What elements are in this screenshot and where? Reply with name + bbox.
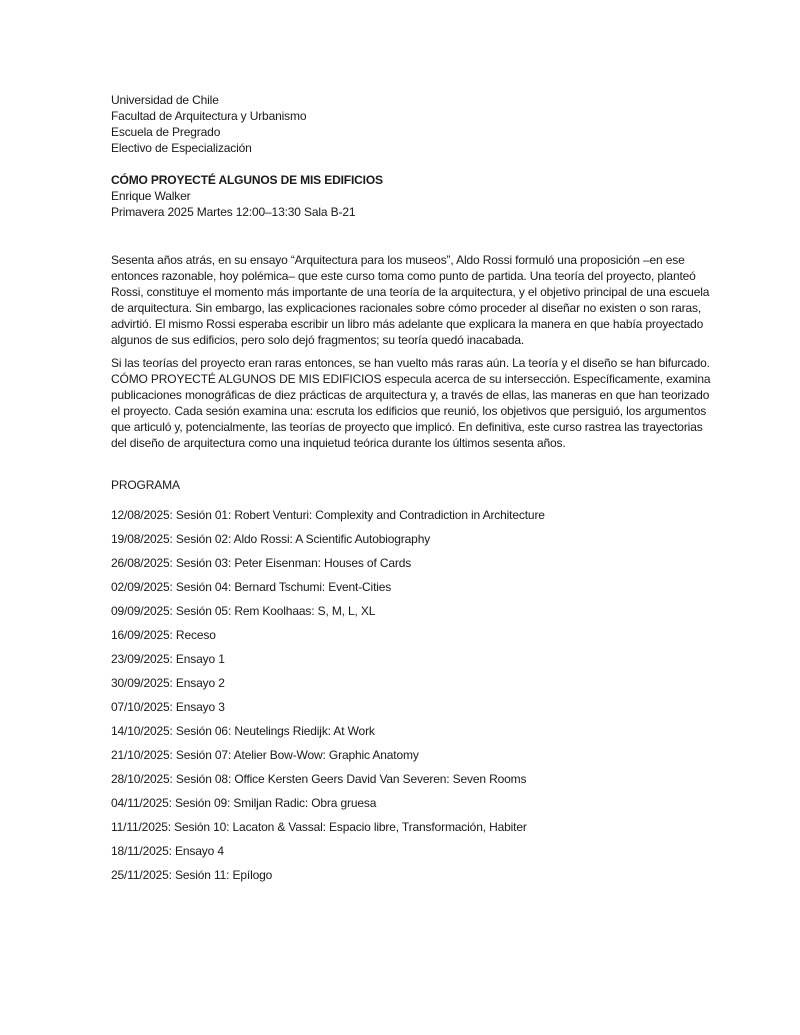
schedule-item: 14/10/2025: Sesión 06: Neutelings Riedijk: At Work bbox=[111, 724, 375, 738]
university-name: Universidad de Chile bbox=[111, 93, 219, 107]
schedule-item: 21/10/2025: Sesión 07: Atelier Bow-Wow: Graphic Anatomy bbox=[111, 748, 419, 762]
schedule-item: 07/10/2025: Ensayo 3 bbox=[111, 700, 225, 714]
program-heading: PROGRAMA bbox=[111, 478, 180, 492]
intro-paragraph-2: Si las teorías del proyecto eran raras entonces, se han vuelto más raras aún. La teoría y el diseño se han bifurcado. CÓMO PROYECTÉ ALGUNOS DE MIS EDIFICIOS especula acerca de su intersección. Específicamente, examina publicaciones monográficas de diez prácticas de arquitectura y, a través de ellas, las maneras en que han teorizado el proyecto. Cada sesión examina una: escruta los edificios que reunió, los objetivos que persiguió, los argumentos que articuló y, potencialmente, las teorías de proyecto que implicó. En definitiva, este curso rastrea las trayectorias del diseño de arquitectura como una inquietud teórica durante los últimos sesenta años. bbox=[111, 356, 711, 450]
instructor-name: Enrique Walker bbox=[111, 189, 191, 203]
schedule-item: 04/11/2025: Sesión 09: Smiljan Radic: Obra gruesa bbox=[111, 796, 377, 810]
document-page bbox=[111, 92, 711, 891]
course-schedule-info: Primavera 2025 Martes 12:00–13:30 Sala B-21 bbox=[111, 205, 356, 219]
schedule-item: 02/09/2025: Sesión 04: Bernard Tschumi: Event-Cities bbox=[111, 580, 392, 594]
intro-paragraph-1: Sesenta años atrás, en su ensayo “Arquitectura para los museos”, Aldo Rossi formuló una proposición –en ese entonces razonable, hoy polémica– que este curso toma como punto de partida. Una teoría del proyecto, planteó Rossi, constituye el momento más importante de una teoría de la arquitectura, y el objetivo principal de una escuela de arquitectura. Sin embargo, las explicaciones racionales sobre cómo proceder al diseñar no existen o son raras, advirtió. El mismo Rossi esperaba escribir un libro más adelante que explicara la manera en que había proyectado algunos de sus edificios, pero solo dejó fragmentos; su teoría quedó inacabada. bbox=[111, 253, 710, 347]
course-info bbox=[111, 172, 711, 220]
schedule-item: 26/08/2025: Sesión 03: Peter Eisenman: Houses of Cards bbox=[111, 556, 412, 570]
institution-header bbox=[111, 92, 711, 156]
schedule-item: 18/11/2025: Ensayo 4 bbox=[111, 844, 224, 858]
schedule-item: 23/09/2025: Ensayo 1 bbox=[111, 652, 225, 666]
schedule-item: 11/11/2025: Sesión 10: Lacaton & Vassal: Espacio libre, Transformación, Habiter bbox=[111, 820, 527, 834]
school-name: Escuela de Pregrado bbox=[111, 125, 221, 139]
faculty-name: Facultad de Arquitectura y Urbanismo bbox=[111, 109, 307, 123]
course-title: CÓMO PROYECTÉ ALGUNOS DE MIS EDIFICIOS bbox=[111, 173, 383, 187]
schedule-item: 30/09/2025: Ensayo 2 bbox=[111, 676, 225, 690]
elective-type: Electivo de Especialización bbox=[111, 141, 252, 155]
schedule-item: 25/11/2025: Sesión 11: Epílogo bbox=[111, 868, 273, 882]
program-schedule-list bbox=[111, 507, 711, 883]
schedule-item: 12/08/2025: Sesión 01: Robert Venturi: Complexity and Contradiction in Architecture bbox=[111, 508, 545, 522]
schedule-item: 28/10/2025: Sesión 08: Office Kersten Geers David Van Severen: Seven Rooms bbox=[111, 772, 527, 786]
schedule-item: 16/09/2025: Receso bbox=[111, 628, 216, 642]
schedule-item: 19/08/2025: Sesión 02: Aldo Rossi: A Scientific Autobiography bbox=[111, 532, 431, 546]
schedule-item: 09/09/2025: Sesión 05: Rem Koolhaas: S, M, L, XL bbox=[111, 604, 376, 618]
